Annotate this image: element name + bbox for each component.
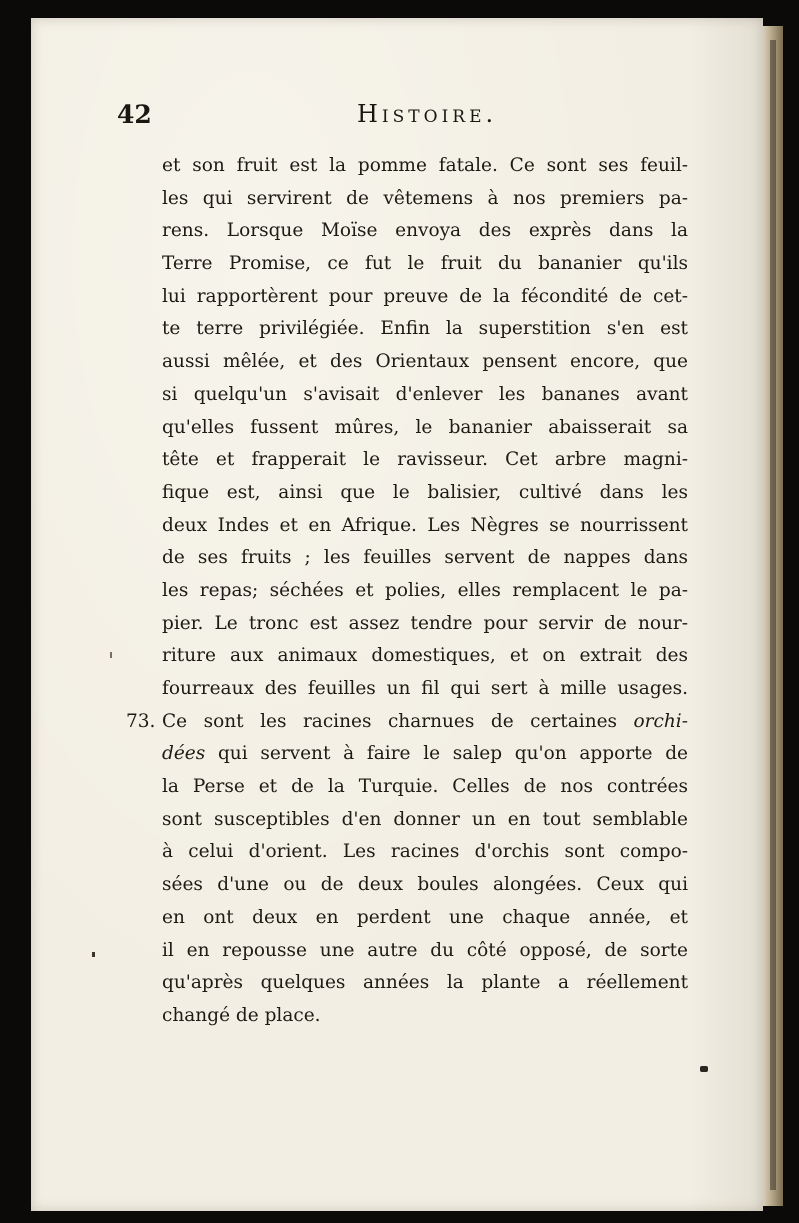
text-line: rens. Lorsque Moïse envoya des exprès dans la <box>162 220 688 242</box>
text-line: qu'après quelques années la plante a réellement <box>162 972 688 994</box>
text-line: fique est, ainsi que le balisier, cultivé dans les <box>162 481 688 503</box>
text-line: les repas; séchées et polies, elles remplacent le pa- <box>162 579 688 601</box>
text-line: à celui d'orient. Les racines d'orchis sont compo- <box>162 841 688 863</box>
text-line: si quelqu'un s'avisait d'enlever les bananes avant <box>162 383 688 405</box>
text-line: qu'elles fussent mûres, le bananier abaisserait sa <box>162 416 688 438</box>
text-line: lui rapportèrent pour preuve de la fécondité de cet- <box>162 285 688 307</box>
paragraph-number: 73. <box>126 710 156 732</box>
text-line: fourreaux des feuilles un fil qui sert à mille usages. <box>162 678 688 699</box>
book-page-edge-shadow <box>770 40 776 1190</box>
text-line: tête et frapperait le ravisseur. Cet arbre magni- <box>162 449 688 471</box>
page-header <box>117 100 637 136</box>
ink-speck <box>110 652 112 658</box>
text-line: il en repousse une autre du côté opposé, de sorte <box>162 939 688 961</box>
text-line: la Perse et de la Turquie. Celles de nos contrées <box>162 776 688 798</box>
paragraph-73-first-line <box>126 706 688 739</box>
text-line: sont susceptibles d'en donner un en tout semblable <box>162 808 688 830</box>
text-line: deux Indes et en Afrique. Les Nègres se nourrissent <box>162 514 688 536</box>
italic-term: dées <box>162 743 206 765</box>
text-line: riture aux animaux domestiques, et on extrait des <box>162 645 688 667</box>
text-line: pier. Le tronc est assez tendre pour servir de nour- <box>162 612 688 634</box>
text-line: en ont deux en perdent une chaque année, et <box>162 906 688 928</box>
ink-speck <box>700 1066 708 1072</box>
page-number: 42 <box>117 100 152 129</box>
text-line: sées d'une ou de deux boules alongées. Ceux qui <box>162 874 688 896</box>
text-line: te terre privilégiée. Enfin la superstition s'en est <box>162 318 688 340</box>
text-span: Ce sont les racines charnues de certaines <box>162 710 618 732</box>
italic-term: orchi- <box>633 710 688 732</box>
text-line: et son fruit est la pomme fatale. Ce sont ses feuil- <box>162 155 688 176</box>
text-line: les qui servirent de vêtemens à nos premiers pa- <box>162 187 688 209</box>
text-line: Terre Promise, ce fut le fruit du bananier qu'ils <box>162 253 688 275</box>
text-line: aussi mêlée, et des Orientaux pensent encore, que <box>162 351 688 373</box>
running-head: Histoire. <box>357 100 498 128</box>
text-line: de ses fruits ; les feuilles servent de nappes dans <box>162 547 688 569</box>
text-span: qui servent à faire le salep qu'on apporte de <box>217 743 688 765</box>
ink-speck <box>92 952 95 957</box>
body-text <box>126 150 688 1033</box>
paragraph-73-second-line <box>162 738 688 771</box>
text-line-last: changé de place. <box>162 1004 321 1026</box>
